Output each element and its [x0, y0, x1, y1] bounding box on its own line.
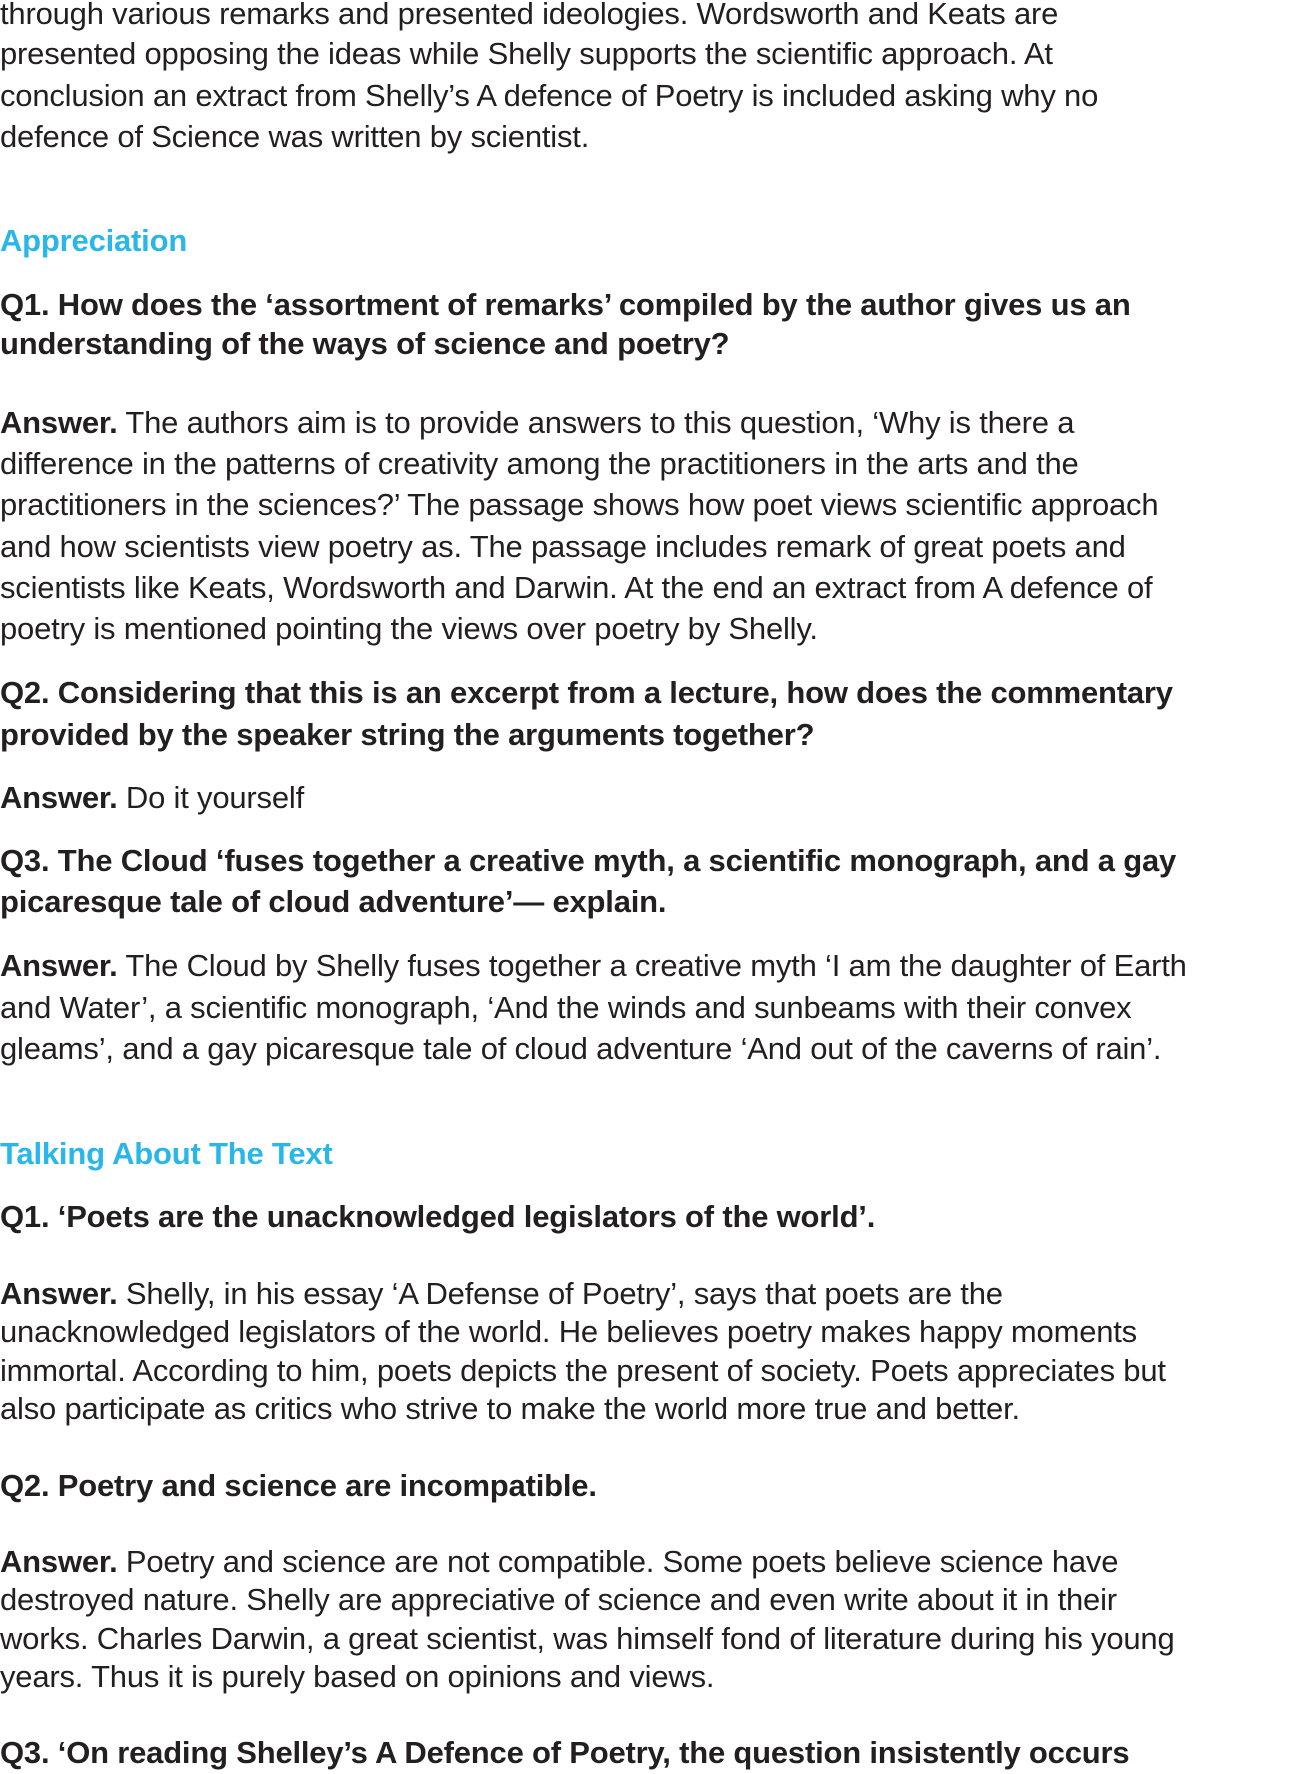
- line-text: Shelly, in his essay ‘A Defense of Poetry’, says that poets are the: [117, 1276, 1003, 1311]
- question-line: [0, 1734, 1129, 1772]
- line-text: scientists like Keats, Wordsworth and Darwin. At the end an extract from A defence of: [0, 570, 1153, 605]
- line-text: defence of Science was written by scientist.: [0, 119, 590, 154]
- line-text: works. Charles Darwin, a great scientist, was himself fond of literature during his young: [0, 1621, 1175, 1656]
- line-text: provided by the speaker string the arguments together?: [0, 717, 815, 752]
- section-heading: [0, 1135, 333, 1173]
- line-text: and Water’, a scientific monograph, ‘And the winds and sunbeams with their convex: [0, 990, 1132, 1025]
- question-line: [0, 674, 1173, 712]
- answer-line: [0, 1620, 1175, 1658]
- answer-line: [0, 1275, 1003, 1313]
- line-text: Do it yourself: [117, 780, 304, 815]
- answer-line: [0, 1390, 1020, 1428]
- answer-label: Answer.: [0, 948, 118, 983]
- answer-line: [0, 528, 1126, 566]
- line-text: difference in the patterns of creativity among the practitioners in the arts and the: [0, 446, 1079, 481]
- answer-line: [0, 1313, 1137, 1351]
- question-line: [0, 325, 729, 363]
- line-text: Q3. ‘On reading Shelley’s A Defence of Poetry, the question insistently occurs: [0, 1735, 1130, 1770]
- line-text: also participate as critics who strive to make the world more true and better.: [0, 1391, 1020, 1426]
- line-text: Appreciation: [0, 223, 188, 258]
- answer-label: Answer.: [0, 780, 118, 815]
- line-text: Poetry and science are not compatible. Some poets believe science have: [117, 1544, 1119, 1579]
- question-line: [0, 1467, 597, 1505]
- line-text: Q1. How does the ‘assortment of remarks’ compiled by the author gives us an: [0, 287, 1131, 322]
- answer-line: [0, 1352, 1166, 1390]
- line-text: presented opposing the ideas while Shelly supports the scientific approach. At: [0, 36, 1053, 71]
- question-line: [0, 842, 1176, 880]
- line-text: destroyed nature. Shelly are appreciative of science and even write about it in their: [0, 1582, 1117, 1617]
- paragraph-line: [0, 0, 1058, 33]
- answer-line: [0, 569, 1152, 607]
- line-text: conclusion an extract from Shelly’s A defence of Poetry is included asking why no: [0, 78, 1099, 113]
- line-text: Q1. ‘Poets are the unacknowledged legislators of the world’.: [0, 1199, 876, 1234]
- line-text: The Cloud by Shelly fuses together a creative myth ‘I am the daughter of Earth: [117, 948, 1187, 983]
- line-text: gleams’, and a gay picaresque tale of cloud adventure ‘And out of the caverns of rain’.: [0, 1031, 1162, 1066]
- answer-label: Answer.: [0, 1544, 118, 1579]
- line-text: poetry is mentioned pointing the views over poetry by Shelly.: [0, 611, 818, 646]
- answer-line: [0, 989, 1131, 1027]
- line-text: years. Thus it is purely based on opinions and views.: [0, 1659, 715, 1694]
- line-text: Talking About The Text: [0, 1136, 333, 1171]
- paragraph-line: [0, 118, 589, 156]
- line-text: unacknowledged legislators of the world. He believes poetry makes happy moments: [0, 1314, 1137, 1349]
- question-line: [0, 716, 814, 754]
- answer-label: Answer.: [0, 1276, 118, 1311]
- line-text: understanding of the ways of science and poetry?: [0, 326, 730, 361]
- answer-line: [0, 610, 818, 648]
- answer-label: Answer.: [0, 405, 118, 440]
- line-text: The authors aim is to provide answers to this question, ‘Why is there a: [117, 405, 1075, 440]
- answer-line: [0, 486, 1158, 524]
- line-text: through various remarks and presented ideologies. Wordsworth and Keats are: [0, 0, 1059, 31]
- section-heading: [0, 222, 187, 260]
- line-text: immortal. According to him, poets depicts the present of society. Poets appreciates but: [0, 1353, 1166, 1388]
- paragraph-line: [0, 35, 1053, 73]
- answer-line: [0, 947, 1187, 985]
- answer-line: [0, 404, 1074, 442]
- answer-line: [0, 1658, 714, 1696]
- paragraph-line: [0, 77, 1098, 115]
- answer-line: [0, 1030, 1161, 1068]
- line-text: picaresque tale of cloud adventure’— explain.: [0, 884, 667, 919]
- answer-line: [0, 445, 1079, 483]
- answer-line: [0, 779, 304, 817]
- line-text: and how scientists view poetry as. The passage includes remark of great poets and: [0, 529, 1126, 564]
- line-text: practitioners in the sciences?’ The passage shows how poet views scientific approach: [0, 487, 1159, 522]
- question-line: [0, 286, 1131, 324]
- question-line: [0, 883, 666, 921]
- line-text: Q3. The Cloud ‘fuses together a creative myth, a scientific monograph, and a gay: [0, 843, 1177, 878]
- question-line: [0, 1198, 875, 1236]
- answer-line: [0, 1543, 1118, 1581]
- line-text: Q2. Considering that this is an excerpt from a lecture, how does the commentary: [0, 675, 1173, 710]
- line-text: Q2. Poetry and science are incompatible.: [0, 1468, 597, 1503]
- answer-line: [0, 1581, 1117, 1619]
